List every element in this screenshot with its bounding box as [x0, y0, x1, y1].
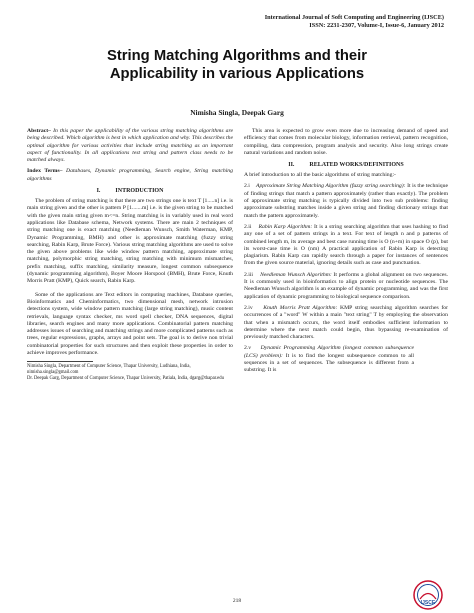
journal-issn: ISSN: 2231-2307, Volume-I, Issue-6, January 2012	[309, 22, 444, 29]
definition-text: It is the technique of finding strings that match a pattern approximately (rather than exactly). The problem of approximate string matching is typically divided into two sub problems: finding approximate substring matches inside a given string and finding dictionary strings that match the pattern approximately.	[244, 183, 449, 219]
title-line-2: Applicability in various Applications	[109, 66, 365, 82]
related-intro: A brief introduction to all the basic algorithms of string matching:-	[244, 172, 396, 179]
footnote-author-1: Nimisha Singla, Department of Computer Science, Thapar University, Ludhiana, India, nimisha.singla@gmail.com	[27, 364, 191, 376]
section-heading-related-works: II. RELATED WORKS/DEFINITIONS	[288, 162, 404, 169]
definition-title: Knuth Morris Pratt Algorithm:	[263, 304, 338, 311]
section-heading-introduction: I. INTRODUCTION	[96, 188, 164, 195]
abstract-label: Abstract–	[27, 128, 52, 134]
index-terms-label: Index Terms–	[27, 168, 63, 175]
definition-text: It is to find the longest subsequence common to all sequences in a set of sequences. The subsequence is different from a substring. It is	[244, 352, 414, 374]
definition-approximate-matching	[244, 183, 448, 219]
definition-text: It is a string searching algorithm that uses hashing to find any one of a set of pattern strings in a text. For text of length n and p patterns of combined length m, its average and best case running time is O (n+m) in space O (p), but its worst-case time is O (nm) A practical application of Rabin Karp is detecting plagiarism. Rabin Karp can rapidly search through a paper for instances of sentences from the given source material, ignoring details such as case and punctuation.	[244, 223, 449, 267]
definition-number: 2.ii	[244, 223, 252, 230]
abstract-text: In this paper the applicability of the various string matching algorithms are being described. Which algorithm is best in which application and why. This describes the optimal algorithm for various activities that include string matching as an important aspect of functionality. In all applications test string and pattern class needs to be matched always.	[27, 128, 234, 164]
journal-name: International Journal of Soft Computing and Engineering (IJSCE)	[264, 14, 444, 21]
definition-number: 2.iii	[244, 271, 254, 278]
abstract	[27, 128, 233, 164]
definition-title: Rabin Karp Algorithm:	[258, 223, 313, 230]
definition-title: Approximate String Matching Algorithm (fuzzy string searching):	[255, 183, 406, 190]
logo-text: IJSCE	[420, 600, 436, 606]
definition-number: 2.i	[244, 183, 250, 190]
paper-authors: Nimisha Singla, Deepak Garg	[190, 108, 284, 117]
definition-text: KMP string searching algorithm searches for occurrences of a "word" W within a main "text string" T by employing the observation that when a mismatch occurs, the word itself embodies sufficient information to determine where the next match could begin, thus bypassing re-examination of previously matched characters.	[244, 304, 449, 341]
ijsce-logo	[413, 580, 443, 610]
right-column	[244, 128, 448, 375]
definition-title: Dynamic Programming Algorithm (longest common subsequence (LCS) problem):	[244, 345, 415, 359]
definition-number: 2.iv	[244, 304, 253, 311]
journal-header	[265, 14, 444, 30]
intro-paragraph-1: The problem of string matching is that there are two strings one is text T [1.....n] i.e. is main string given and the other is pattern P [1.......m] i.e. is the given string to be matched with the given main string given m<=n. String matching is in variably used in real word applications like Database schema, Network systems. There are main 2 techniques of string matching one is exact matching (Needleman Wunsch, Smith Waterman, KMP, Dynamic Programming, BMH) and other is approximate matching (fuzzy string searching, Rabin Karp, Brute Force). Various string matching algorithms are used to solve the given above problems like wide window pattern matching, approximate string matching, polymorphic string matching, string matching with minimum mismatches, prefix matching, suffix matching, similarity measure, longest common subsequence (dynamic programming algorithm), Boyer Moore Horspool (BMH), Brute Force, Knuth Morris Pratt (KMP), Quick search, Rabin Karp.	[27, 198, 233, 285]
definition-rabin-karp	[244, 224, 448, 268]
footnote-author-2: Dr. Deepak Garg, Department of Computer Science, Thapar University, Patiala, India, dgarg@thapar.edu	[27, 376, 224, 382]
title-line-1: String Matching Algorithms and their	[106, 48, 368, 64]
paper-title	[0, 47, 474, 83]
intro-paragraph-2: Some of the applications are Text editors in computing machines, Database queries, Bioinformatics and Cheminformatics, two dimensional mesh, network intrusion detections system, wide window pattern matching (large string matching), music content retrievals, language syntax checker, ms word spell checker, DNA sequences, digital libraries, search engines and many more applications. Combinatorial pattern matching addresses issues of searching and matching strings and more complicated patterns such as trees, regular expressions, graphs, arrays and point sets. The goal is to derive non trivial combinatorial properties for such structures and then exploit these properties in order to achieve improves performance.	[27, 291, 233, 357]
page-number: 218	[232, 598, 242, 604]
index-terms-text: Databases, Dynamic programming, Search engine, String matching algorithms	[27, 168, 233, 182]
footnote-divider	[27, 361, 93, 362]
left-column	[27, 128, 233, 382]
definition-text: It performs a global alignment on two sequences. It is commonly used in bioinformatics to align protein or nucleotide sequences. The Needleman Wunsch algorithm is an example of dynamic programming, and was the first application of dynamic programming to biological sequence comparison.	[244, 271, 449, 300]
definition-needleman-wunsch	[244, 272, 448, 301]
definition-kmp	[244, 305, 448, 341]
definition-title: Needleman Wunsch Algorithm:	[260, 271, 332, 278]
intro-continued-paragraph: This area is expected to grow even more due to increasing demand of speed and efficiency that comes from molecular biology, information retrieval, pattern recognition, compiling, data compression, program analysis and security. Also long strings create natural variations and random noise.	[244, 128, 448, 156]
definition-number: 2.v	[244, 345, 252, 352]
index-terms	[27, 168, 233, 183]
definition-dynamic-programming	[244, 345, 448, 374]
